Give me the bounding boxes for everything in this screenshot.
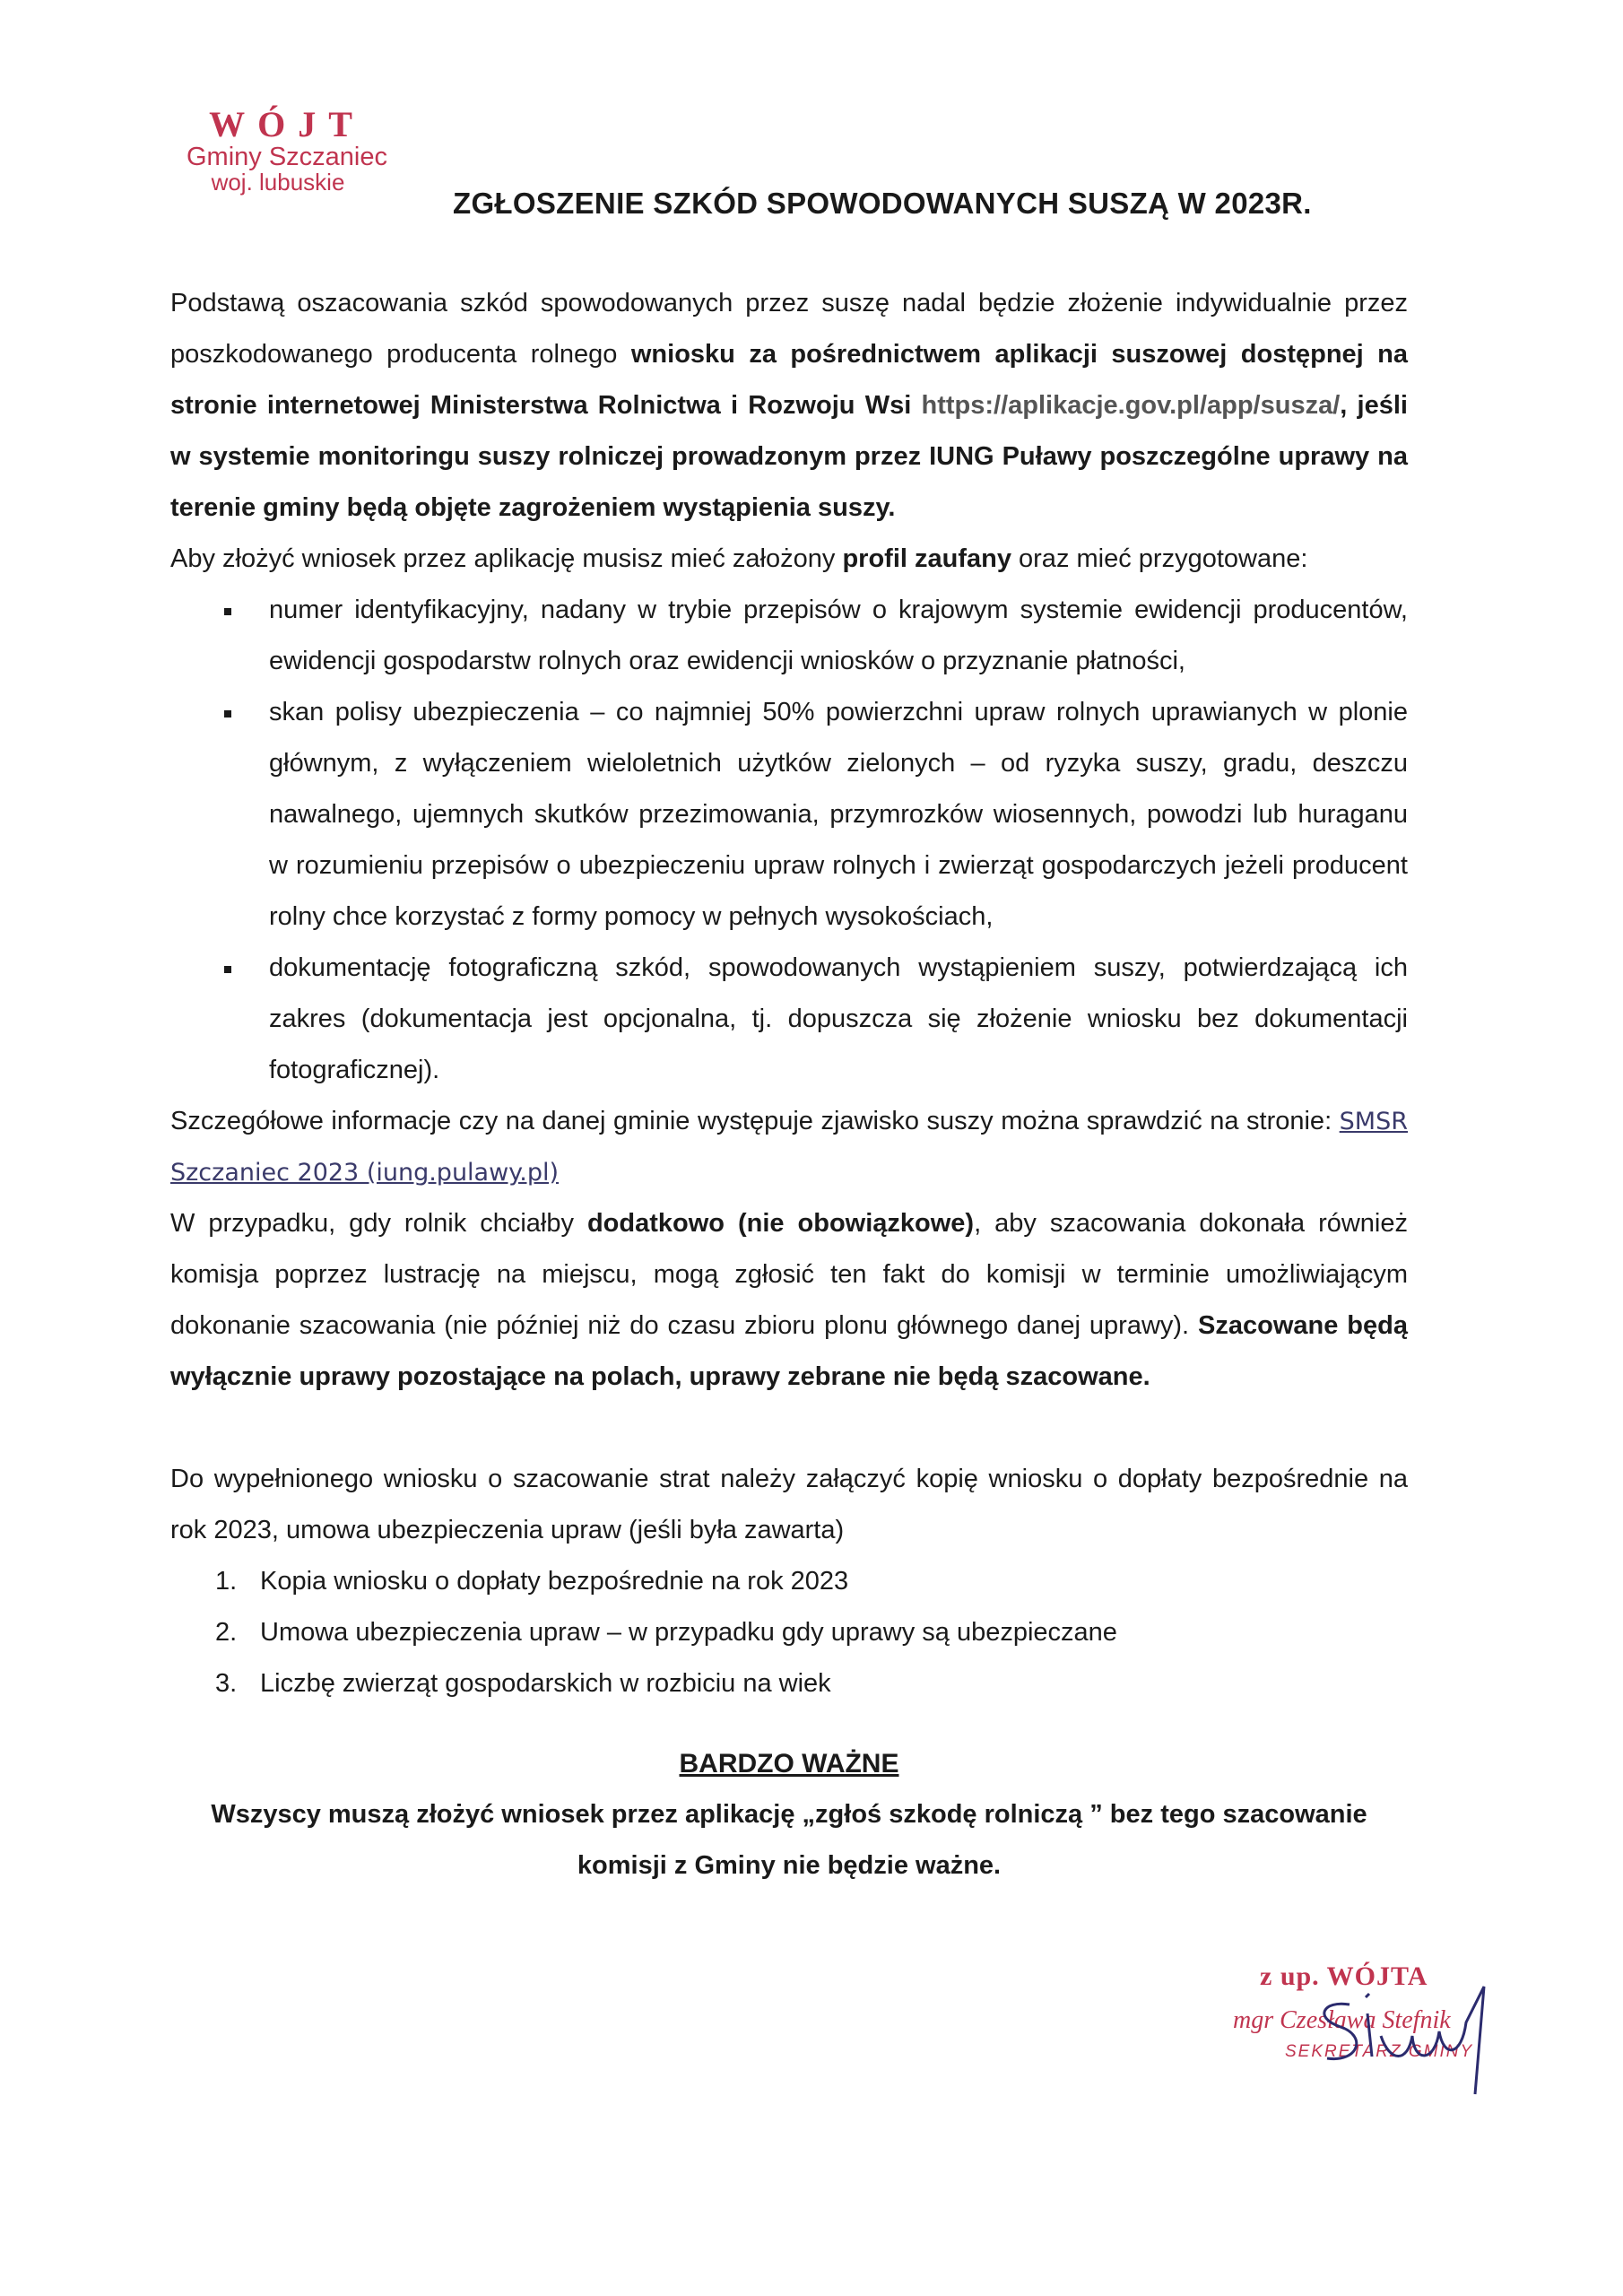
list-item-text: Umowa ubezpieczenia upraw – w przypadku gdy uprawy są ubezpieczane [260, 1618, 1117, 1647]
prerequisites-paragraph [170, 534, 1408, 585]
list-item-text: Liczbę zwierząt gospodarskich w rozbiciu na wiek [260, 1669, 831, 1698]
document-body [170, 278, 1408, 1709]
important-line-2: komisji z Gminy nie będzie ważne. [577, 1851, 1002, 1880]
requirements-list [170, 585, 1408, 1096]
signature-role: SEKRETARZ GMINY [1285, 2042, 1474, 2061]
prereq-text-end: oraz mieć przygotowane: [1011, 544, 1308, 573]
list-item [170, 585, 1408, 687]
important-heading: BARDZO WAŻNE [679, 1749, 899, 1779]
prereq-bold: profil zaufany [842, 544, 1011, 573]
commission-warning-bold: Szacowane będą wyłącznie uprawy pozostające na polach, uprawy zebrane nie będą szacowane. [170, 1311, 1408, 1391]
smsr-link[interactable]: SMSR Szczaniec 2023 (iung.pulawy.pl) [170, 1108, 1408, 1187]
attachments-list [170, 1556, 1408, 1709]
paragraph-spacer [170, 1403, 1408, 1454]
list-item [170, 943, 1408, 1096]
commission-optional-bold: dodatkowo (nie obowiązkowe) [586, 1209, 975, 1238]
list-item-text: dokumentację fotograficzną szkód, spowodowanych wystąpieniem suszy, potwierdzającą ich zakres (dokumentacja jest opcjonalna, tj. dopuszcza się złożenie wniosku bez dokumentacji fotograficznej). [269, 953, 1408, 1084]
bullet-icon [224, 710, 231, 718]
important-line-1: Wszyscy muszą złożyć wniosek przez aplikację „zgłoś szkodę rolniczą ” bez tego szacowanie [211, 1800, 1367, 1829]
signature-stamp [1215, 1951, 1511, 2103]
handwritten-signature-icon [1215, 1951, 1511, 2103]
important-notice [170, 1738, 1408, 1892]
application-url: https://aplikacje.gov.pl/app/susza/ [921, 391, 1341, 420]
signature-name: mgr Czesława Stefnik [1233, 2006, 1451, 2034]
list-number: 1. [215, 1567, 238, 1596]
document-title: ZGŁOSZENIE SZKÓD SPOWODOWANYCH SUSZĄ W 2023R. [453, 187, 1312, 220]
list-item-text: numer identyfikacyjny, nadany w trybie przepisów o krajowym systemie ewidencji producentów, ewidencji gospodarstw rolnych oraz ewidencji wniosków o przyznanie płatności, [269, 596, 1408, 675]
stamp-title: WÓJT [209, 104, 365, 144]
intro-bold-text: wniosku za pośrednictwem aplikacji suszowej dostępnej na stronie internetowej Ministerstwa Rolnictwa i Rozwoju Wsi [170, 340, 1408, 420]
intro-text: Podstawą oszacowania szkód spowodowanych przez suszę nadal będzie złożenie indywidualnie przez poszkodowanego producenta rolnego [170, 289, 1408, 369]
commission-paragraph [170, 1198, 1408, 1403]
list-number: 3. [215, 1669, 238, 1698]
stamp-municipality: Gminy Szczaniec [186, 143, 387, 171]
list-item-text: Kopia wniosku o dopłaty bezpośrednie na rok 2023 [260, 1567, 849, 1596]
list-item [170, 1556, 1408, 1607]
list-item-text: skan polisy ubezpieczenia – co najmniej 50% powierzchni upraw rolnych uprawianych w plonie głównym, z wyłączeniem wieloletnich użytków zielonych – od ryzyka suszy, gradu, deszczu nawalnego, ujemnych skutków przezimowania, przymrozków wiosennych, powodzi lub huraganu w rozumieniu przepisów o ubezpieczeniu upraw rolnych i zwierząt gospodarczych jeżeli producent rolny chce korzystać z formy pomocy w pełnych wysokościach, [269, 698, 1408, 931]
intro-bold-condition: , jeśli w systemie monitoringu suszy rolniczej prowadzonym przez IUNG Puławy poszczególne uprawy na terenie gminy będą objęte zagrożeniem wystąpienia suszy. [170, 391, 1408, 522]
bullet-icon [224, 608, 231, 615]
commission-text: W przypadku, gdy rolnik chciałby [170, 1209, 587, 1238]
signature-authority: z up. WÓJTA [1260, 1961, 1428, 1991]
bullet-icon [224, 966, 231, 973]
wojt-stamp [170, 106, 404, 196]
list-item [170, 1658, 1408, 1709]
list-item [170, 1607, 1408, 1658]
intro-paragraph [170, 278, 1408, 534]
details-paragraph [170, 1096, 1408, 1198]
prereq-text: Aby złożyć wniosek przez aplikację musisz mieć założony [170, 544, 843, 573]
list-number: 2. [215, 1618, 238, 1647]
list-item [170, 687, 1408, 943]
commission-text-mid: , aby szacowania dokonała również komisja poprzez lustrację na miejscu, mogą zgłosić ten fakt do komisji w terminie umożliwiającym dokonanie szacowania (nie później niż do czasu zbioru plonu głównego danej uprawy). [170, 1209, 1408, 1340]
details-text: Szczegółowe informacje czy na danej gminie występuje zjawisko suszy można sprawdzić na stronie: [170, 1107, 1340, 1135]
stamp-voivodeship: woj. lubuskie [211, 169, 345, 196]
attachments-paragraph: Do wypełnionego wniosku o szacowanie strat należy załączyć kopię wniosku o dopłaty bezpośrednie na rok 2023, umowa ubezpieczenia upraw (jeśli była zawarta) [170, 1465, 1408, 1544]
